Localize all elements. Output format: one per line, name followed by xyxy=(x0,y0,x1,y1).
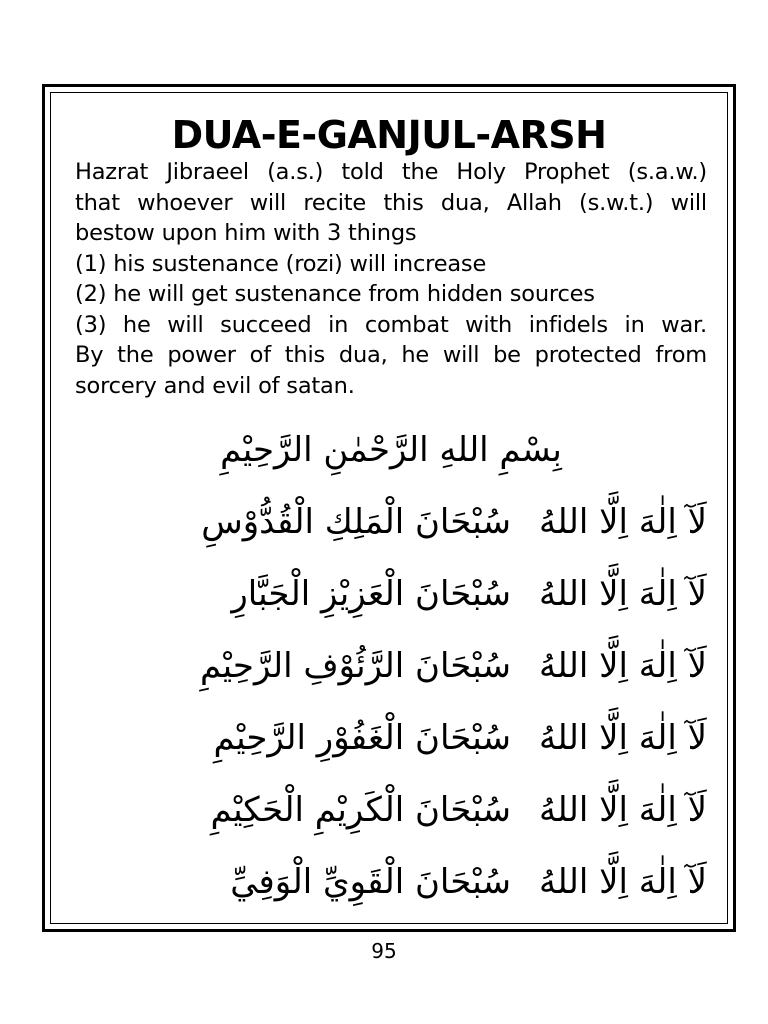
dua-line xyxy=(75,495,707,567)
intro-line: Hazrat Jibraeel (a.s.) told the Holy Prophet (s.a.w.) xyxy=(75,159,707,185)
intro-line: By the power of this dua, he will be protected from xyxy=(75,342,707,368)
dua-tasbih: سُبْحَانَ الْمَلِكِ الْقُدُّوْسِ xyxy=(201,502,511,542)
dua-line xyxy=(75,711,707,783)
intro-line: (3) he will succeed in combat with infidels in war. xyxy=(75,311,707,338)
basmala-text: بِسْمِ اللهِ الرَّحْمٰنِ الرَّحِيْمِ xyxy=(220,430,562,470)
dua-tasbih: سُبْحَانَ الْغَفُوْرِ الرَّحِيْمِ xyxy=(213,718,511,758)
dua-line xyxy=(75,783,707,855)
dua-tasbih: سُبْحَانَ الْعَزِيْزِ الْجَبَّارِ xyxy=(231,574,511,614)
intro-line: sorcery and evil of satan. xyxy=(75,372,355,399)
page-title: DUA-E-GANJUL-ARSH xyxy=(171,113,607,157)
dua-tasbih: سُبْحَانَ الرَّئُوْفِ الرَّحِيْمِ xyxy=(200,646,511,686)
dua-line xyxy=(75,639,707,711)
dua-list xyxy=(75,495,707,927)
intro-paragraph xyxy=(75,157,707,401)
dua-line xyxy=(75,567,707,639)
dua-tahlil: لَآ اِلٰهَ اِلَّا اللهُ xyxy=(539,574,707,614)
dua-line xyxy=(75,855,707,927)
intro-line: that whoever will recite this dua, Allah (s.w.t.) will xyxy=(75,189,707,216)
dua-tahlil: لَآ اِلٰهَ اِلَّا اللهُ xyxy=(539,790,707,830)
intro-line: (1) his sustenance (rozi) will increase xyxy=(75,250,487,277)
dua-tahlil: لَآ اِلٰهَ اِلَّا اللهُ xyxy=(539,862,707,902)
dua-tasbih: سُبْحَانَ الْكَرِيْمِ الْحَكِيْمِ xyxy=(210,790,511,830)
intro-line: bestow upon him with 3 things xyxy=(75,220,417,246)
intro-line: (2) he will get sustenance from hidden sources xyxy=(75,281,595,307)
dua-tahlil: لَآ اِلٰهَ اِلَّا اللهُ xyxy=(539,502,707,542)
dua-tasbih: سُبْحَانَ الْقَوِيِّ الْوَفِيِّ xyxy=(230,862,511,902)
dua-tahlil: لَآ اِلٰهَ اِلَّا اللهُ xyxy=(539,646,707,686)
page-number: 95 xyxy=(371,939,397,963)
dua-tahlil: لَآ اِلٰهَ اِلَّا اللهُ xyxy=(539,718,707,758)
